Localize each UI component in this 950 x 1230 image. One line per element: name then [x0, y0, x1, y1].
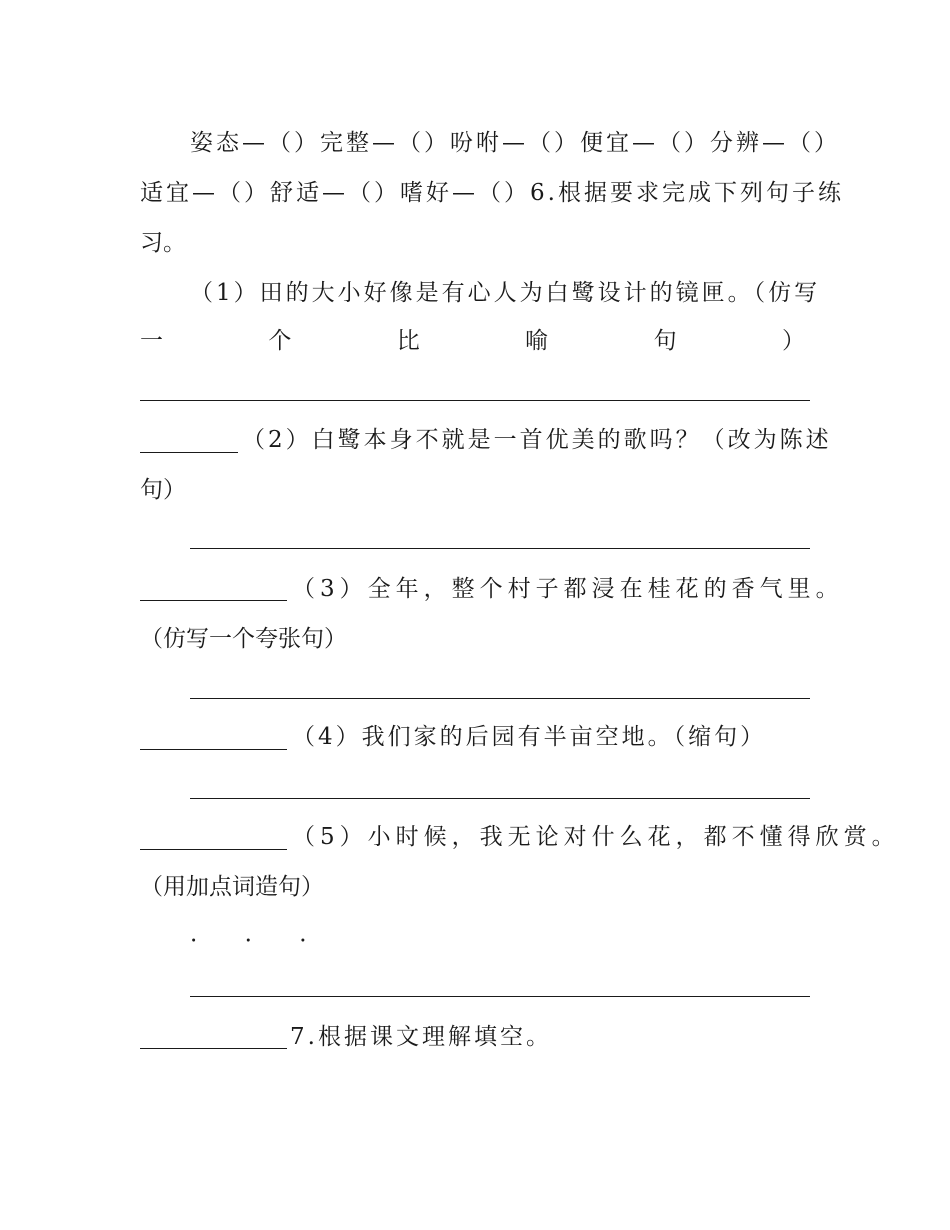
answer-line[interactable] [140, 400, 810, 401]
question-3: （3）全年，整个村子都浸在桂花的香气里。 [292, 576, 844, 602]
question-2: （2）白鹭本身不就是一首优美的歌吗？（改为陈述 [242, 427, 832, 453]
question-2-continuation: 句） [140, 477, 186, 503]
answer-line[interactable] [190, 798, 810, 799]
emphasis-dots: · · · [190, 928, 327, 954]
answer-line[interactable] [140, 452, 238, 453]
q1-word: 句 [653, 328, 677, 354]
question-4: （4）我们家的后园有半亩空地。（缩句） [292, 724, 767, 750]
answer-line[interactable] [190, 548, 810, 549]
vocab-line-1: 姿态—（）完整—（）吩咐—（）便宜—（）分辨—（） [190, 130, 840, 156]
q1-word: ） [781, 328, 805, 354]
question-1-continuation [140, 326, 805, 356]
vocab-line-3: 习。 [140, 230, 186, 256]
vocab-line-2: 适宜—（）舒适—（）嗜好—（）6.根据要求完成下列句子练 [140, 180, 844, 206]
answer-line[interactable] [140, 849, 287, 850]
answer-line[interactable] [140, 1048, 287, 1049]
question-5-instruction: （用加点词造句） [140, 874, 324, 900]
answer-line[interactable] [140, 600, 287, 601]
answer-line[interactable] [190, 698, 810, 699]
q1-word: 比 [396, 328, 420, 354]
q1-word: 喻 [525, 328, 549, 354]
q1-word: 个 [268, 328, 292, 354]
question-5: （5）小时候，我无论对什么花，都不懂得欣赏。 [292, 824, 900, 850]
answer-line[interactable] [190, 996, 810, 997]
q1-word: 一 [140, 328, 163, 354]
question-3-instruction: （仿写一个夸张句） [140, 626, 347, 652]
answer-line[interactable] [140, 749, 287, 750]
question-1: （1）田的大小好像是有心人为白鹭设计的镜匣。（仿写 [190, 280, 821, 306]
question-7-heading: 7.根据课文理解填空。 [290, 1024, 552, 1050]
